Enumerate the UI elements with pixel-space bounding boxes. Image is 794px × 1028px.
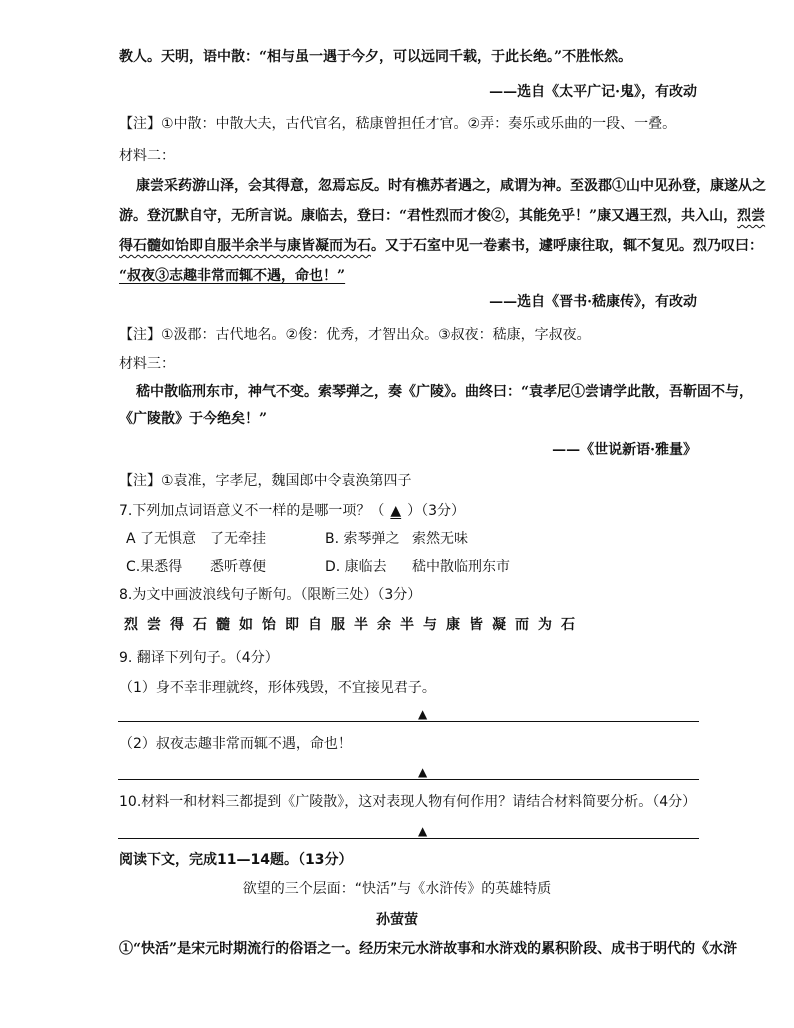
passage-line: 嵇中散临刑东市，神气不变。索琴弹之，奏《广陵》。曲终曰：“袁孝尼①尝请学此散，吾靳固不与， xyxy=(136,384,754,400)
option-a-item-1: A 了无惧意 xyxy=(126,531,197,547)
underlined-sentence: “叔夜③志趣非常而辄不遇，命也！” xyxy=(119,268,346,284)
passage-line: 康尝采药游山泽，会其得意，忽焉忘反。时有樵苏者遇之，咸谓为神。至汲郡①山中见孙登，康遂从之 xyxy=(136,178,766,194)
passage-line xyxy=(119,237,763,255)
wavy-underlined-text: 得石髓如饴即自服半余半与康皆凝而为石 xyxy=(119,238,371,254)
question-score: ）（3分） xyxy=(407,503,466,519)
passage-line xyxy=(119,267,345,285)
question-8: 8.为文中画波浪线句子断句。（限断三处）（3分） xyxy=(119,587,422,603)
question-10: 10.材料一和材料三都提到《广陵散》，这对表现人物有何作用？请结合材料简要分析。（4分） xyxy=(119,794,697,810)
passage-text: 。又于石室中见一卷素书，遽呼康往取，辄不复见。烈乃叹曰： xyxy=(371,238,763,254)
answer-marker-icon: ▲ xyxy=(418,765,428,779)
option-b-item-1: B. 索琴弹之 xyxy=(325,531,400,547)
option-c-item-2: 悉听尊便 xyxy=(210,559,266,575)
source-citation: ——选自《晋书·嵇康传》，有改动 xyxy=(489,294,697,310)
material-heading: 材料三： xyxy=(119,356,175,372)
question-9-item-2: （2）叔夜志趣非常而辄不遇，命也！ xyxy=(119,736,352,752)
question-text: 7.下列加点词语意义不一样的是哪一项？（ xyxy=(119,503,385,519)
answer-marker-icon: ▲ xyxy=(418,707,428,721)
answer-line[interactable] xyxy=(118,721,699,722)
option-d-item-2: 嵇中散临刑东市 xyxy=(412,559,510,575)
source-citation: ——选自《太平广记·鬼》，有改动 xyxy=(489,84,697,100)
passage-line xyxy=(119,207,765,225)
reading-section-heading: 阅读下文，完成11—14题。（13分） xyxy=(119,852,353,868)
article-paragraph: ①“快活”是宋元时期流行的俗语之一。经历宋元水浒故事和水浒戏的累积阶段、成书于明代的《水浒 xyxy=(119,941,738,957)
annotation-note: 【注】①汲郡：古代地名。②俊：优秀，才智出众。③叔夜：嵇康，字叔夜。 xyxy=(119,327,591,343)
article-title: 欲望的三个层面：“快活”与《水浒传》的英雄特质 xyxy=(242,881,552,897)
sentence-to-punctuate: 烈尝得石髓如饴即自服半余半与康皆凝而为石 xyxy=(124,617,584,633)
option-a-item-2: 了无牵挂 xyxy=(210,531,266,547)
answer-line[interactable] xyxy=(118,779,699,780)
annotation-note: 【注】①袁准，字孝尼，魏国郎中令袁涣第四子 xyxy=(119,473,412,489)
article-author: 孙萤萤 xyxy=(376,912,418,928)
source-citation: ——《世说新语·雅量》 xyxy=(552,442,697,458)
answer-marker-icon: ▲ xyxy=(418,824,428,838)
passage-line: 教人。天明，语中散：“相与虽一遇于今夕，可以远同千载，于此长绝。”不胜怅然。 xyxy=(119,49,633,65)
option-d-item-1: D. 康临去 xyxy=(325,559,387,575)
option-b-item-2: 索然无味 xyxy=(412,531,468,547)
question-7 xyxy=(119,502,465,520)
question-9: 9. 翻译下列句子。（4分） xyxy=(119,650,279,666)
option-c-item-1: C.果悉得 xyxy=(126,559,183,575)
answer-line[interactable] xyxy=(118,838,699,839)
question-9-item-1: （1）身不幸非理就终，形体残毁，不宜接见君子。 xyxy=(119,680,436,696)
answer-blank[interactable]: ▲ xyxy=(390,503,402,519)
wavy-underlined-text: 烈尝 xyxy=(737,208,766,224)
passage-line: 《广陵散》于今绝矣！” xyxy=(119,411,268,427)
passage-text: 游。登沉默自守，无所言说。康临去，登曰：“君性烈而才俊②，其能免乎！”康又遇王烈，共入山， xyxy=(119,208,738,224)
annotation-note: 【注】①中散：中散大夫，古代官名，嵇康曾担任才官。②弄：奏乐或乐曲的一段、一叠。 xyxy=(119,116,677,132)
material-heading: 材料二： xyxy=(119,148,175,164)
